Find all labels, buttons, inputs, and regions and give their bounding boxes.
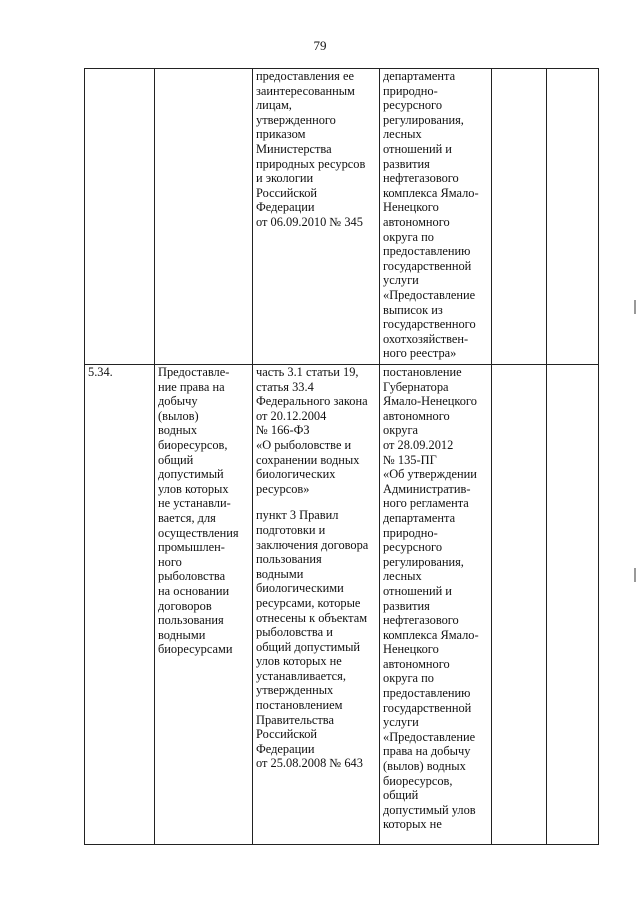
row-number: 5.34. [88, 365, 113, 379]
empty-cell [547, 365, 599, 845]
regulations-table [84, 68, 599, 845]
legal-basis-text: часть 3.1 статьи 19, статья 33.4 Федерального закона от 20.12.2004 № 166-ФЗ «О рыболовстве и сохранении водных биологических ресурсов» [256, 365, 368, 496]
table-row [85, 365, 599, 845]
page-number: 79 [313, 38, 327, 53]
scan-edge-mark [634, 300, 636, 314]
scan-edge-mark [634, 568, 636, 582]
table-row [85, 69, 599, 365]
row-number-cell [85, 365, 155, 845]
legal-basis-cell [253, 69, 380, 365]
empty-cell [492, 69, 547, 365]
service-name-cell [155, 69, 253, 365]
regulation-cell [380, 69, 492, 365]
service-name-cell [155, 365, 253, 845]
legal-basis-text: пункт 3 Правил подготовки и заключения договора пользования водными биологическими ресурсами, которые отнесены к объектам рыболовства и общий допустимый улов которых не устанавливается, утвержденных постановлением Правительства Российской Федерации от 25.08.2008 № 643 [256, 508, 369, 771]
legal-basis-cell [253, 365, 380, 845]
legal-basis-text: предоставления ее заинтересованным лицам, утвержденного приказом Министерства природных ресурсов и экологии Российской Федерации от 06.09.2010 № 345 [256, 69, 366, 229]
row-number-cell [85, 69, 155, 365]
regulation-text: департамента природно- ресурсного регулирования, лесных отношений и развития нефтегазового комплекса Ямало- Ненецкого автономного округа по предоставлению государственной услуги «Предоставление выписок из государственного охотхозяйствен- ного реестра» [383, 69, 479, 361]
empty-cell [492, 365, 547, 845]
regulation-text: постановление Губернатора Ямало-Ненецкого автономного округа от 28.09.2012 № 135-ПГ «Об утверждении Административ- ного регламента департамента природно- ресурсного регулирования, лесных отношений и развития нефтегазового комплекса Ямало- Ненецкого автономного округа по предоставлению государственной услуги «Предоставление права на добычу (вылов) водных биоресурсов, общий допустимый улов которых не [383, 365, 479, 832]
regulation-cell [380, 365, 492, 845]
empty-cell [547, 69, 599, 365]
service-name-text: Предоставле- ние права на добычу (вылов) водных биоресурсов, общий допустимый улов которых не устанавли- вается, для осуществления промышлен- ного рыболовства на основании договоров пользования водными биоресурсами [158, 365, 239, 657]
